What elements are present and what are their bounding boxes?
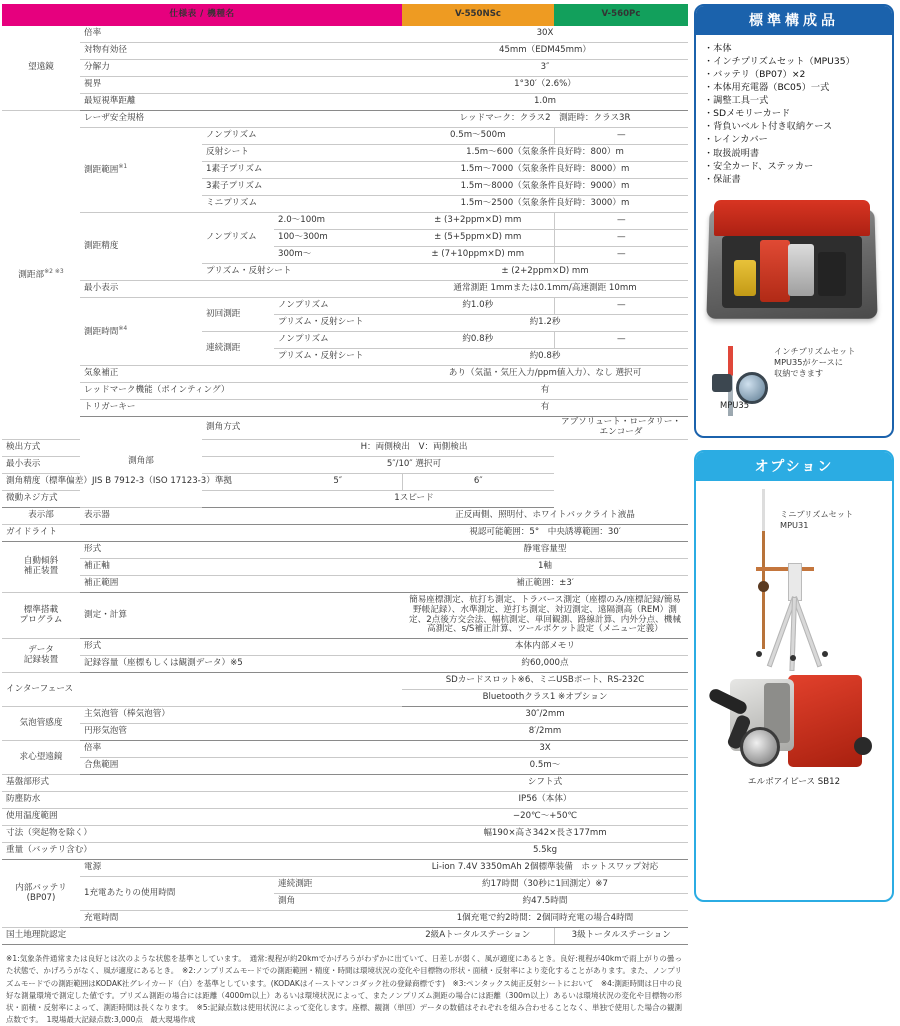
row-value: あり（気温・気圧入力/ppm値入力）、なし 選択可 (402, 366, 688, 383)
row-value: 約17時間（30秒に1回測定）※7 (402, 877, 688, 894)
row-label: 寸法（突起物を除く） (2, 826, 402, 843)
caption-line: MPU35がケースに (774, 356, 843, 367)
row-value: 1軸 (402, 558, 688, 575)
row-value-b: — (554, 128, 688, 145)
list-item: ・SDメモリーカード (704, 108, 791, 120)
group-accuracy: 測距精度 (80, 213, 202, 281)
table-row (2, 724, 688, 741)
specification-table (2, 4, 688, 945)
group-usetime: 1充電あたりの使用時間 (80, 877, 274, 911)
table-row (2, 928, 688, 945)
table-row (2, 741, 688, 758)
group-edm: 測距部$^{※2 ※3}$ (2, 111, 80, 440)
group-display: 表示部 (2, 507, 80, 524)
row-value: ± (2+2ppm×D) mm (402, 264, 688, 281)
row-value: −20℃〜+50℃ (402, 809, 688, 826)
row-label: 最小表示 (2, 456, 274, 473)
group-bubble: 気泡管感度 (2, 707, 80, 741)
row-value: 幅190×高さ342×長さ177mm (402, 826, 688, 843)
panel-standard-components (694, 4, 894, 438)
row-value-1: SDカードスロット※6、ミニUSBポート、RS-232C (402, 673, 688, 690)
group-range: 測距範囲$^{※1}$ (80, 128, 202, 213)
row-label: ノンプリズム (274, 332, 402, 349)
row-label: 円形気泡管 (80, 724, 402, 741)
row-label: レーザ安全規格 (80, 111, 402, 128)
row-value: 通常測距 1mmまたは0.1mm/高速測距 10mm (402, 281, 688, 298)
row-label: 1素子プリズム (202, 162, 402, 179)
row-value-a: 約1.0秒 (402, 298, 554, 315)
table-row (2, 673, 688, 690)
row-value: 3″ (402, 60, 688, 77)
row-value: H：両側検出 V：両側検出 (274, 439, 554, 456)
row-value: 補正範囲：±3′ (402, 575, 688, 592)
row-label: 表示器 (80, 507, 402, 524)
table-row (2, 592, 688, 639)
table-row (2, 639, 688, 656)
list-item: ・保証書 (704, 173, 741, 185)
row-label: 視界 (80, 77, 402, 94)
row-label: 倍率 (80, 741, 402, 758)
panel-option-title: オプション (696, 452, 892, 481)
header-spec-title: 仕様表 / 機種名 (2, 4, 402, 26)
row-value: 30″/2mm (402, 707, 688, 724)
row-value-b: — (554, 213, 688, 230)
table-row (2, 128, 688, 145)
row-value: 有 (402, 400, 688, 417)
row-label: 測角 (274, 894, 402, 911)
row-label: 国土地理院認定 (2, 928, 402, 945)
row-value: IP56（本体） (402, 792, 688, 809)
table-header-row (2, 4, 688, 26)
row-value-a: 0.5m〜500m (402, 128, 554, 145)
row-value-b: 6″ (402, 473, 554, 490)
carrying-case-image (700, 190, 888, 340)
group-time: 測距時間$^{※4}$ (80, 298, 202, 366)
row-value: アブソリュート・ロータリー・エンコーダ (554, 417, 688, 440)
row-value-a: ± (5+5ppm×D) mm (402, 230, 554, 247)
row-label: ガイドライト (2, 524, 402, 541)
table-row (2, 473, 688, 490)
row-label: 連続測距 (274, 877, 402, 894)
row-value: 静電容量型 (402, 541, 688, 558)
panel-option (694, 450, 894, 902)
list-item: ・レインカバー (704, 134, 768, 146)
row-value: 1.5m〜7000（気象条件良好時：8000）m (402, 162, 688, 179)
list-item: ・本体 (704, 43, 732, 54)
row-label: 3素子プリズム (202, 179, 402, 196)
table-row (2, 26, 688, 43)
row-label: 分解力 (80, 60, 402, 77)
row-label: 倍率 (80, 26, 402, 43)
row-value: 視認可能範囲：5° 中央誘導範囲：30′ (402, 524, 688, 541)
row-label: 最短視準距離 (80, 94, 402, 111)
row-label: 補正範囲 (80, 575, 402, 592)
row-label: 300m〜 (274, 247, 402, 264)
table-row (2, 558, 688, 575)
mini-prism-label-line: ミニプリズムセット (780, 509, 854, 519)
row-value: 簡易座標測定、杭打ち測定、トラバース測定（座標のみ/座標記録/簡易野帳記録）、水準測定、逆打ち測定、対辺測定、遠隔測高（REM）測定、2点後方交会法、幅杭測定、単回観測、路線計算、内外分点、機械高測定、s/S補正計算、ツールポケット設定（メニュー定義） (402, 592, 688, 639)
mini-prism-model: MPU31 (780, 520, 809, 531)
row-label: 電源 (80, 860, 402, 877)
row-value: 8′/2mm (402, 724, 688, 741)
row-label: 2.0〜100m (274, 213, 402, 230)
header-model-b: V-560Pc (554, 4, 688, 26)
mpu35-caption (774, 346, 892, 379)
table-row (2, 707, 688, 724)
table-row (2, 213, 688, 230)
row-value: 1スピード (274, 490, 554, 507)
header-model-a: V-550NSc (402, 4, 554, 26)
table-row (2, 843, 688, 860)
list-item: ・取扱説明書 (704, 147, 760, 159)
group-program: 標準搭載 プログラム (2, 592, 80, 639)
row-label: 記録容量（座標もしくは観測データ）※5 (80, 656, 402, 673)
table-row (2, 809, 688, 826)
list-item: ・バッテリ（BP07）×2 (704, 69, 806, 81)
elbow-eyepiece-caption: エルボアイピース SB12 (747, 777, 841, 787)
row-label: 使用温度範囲 (2, 809, 402, 826)
row-label: 微動ネジ方式 (2, 490, 274, 507)
row-label: 充電時間 (80, 911, 402, 928)
list-item: ・本体用充電器（BC05）一式 (704, 82, 830, 94)
row-value-b: — (554, 230, 688, 247)
row-value: 1個充電で約2時間：2個同時充電の場合4時間 (402, 911, 688, 928)
row-value: 5″/10″ 選択可 (274, 456, 554, 473)
row-value: 30X (402, 26, 688, 43)
group-battery: 内部バッテリ (BP07) (2, 860, 80, 928)
row-value-b: — (554, 332, 688, 349)
row-value: 1.0m (402, 94, 688, 111)
row-value-a: 約0.8秒 (402, 332, 554, 349)
row-value-b: — (554, 247, 688, 264)
row-label: 合焦範囲 (80, 758, 402, 775)
group-datarec: データ 記録装置 (2, 639, 80, 673)
table-row (2, 60, 688, 77)
group-time-cont: 連続測距 (202, 332, 274, 366)
row-value-a: 2級Aトータルステーション (402, 928, 554, 945)
row-label: 測角精度（標準偏差）JIS B 7912-3（ISO 17123-3）準拠 (2, 473, 274, 490)
table-row (2, 541, 688, 558)
caption-line: 収納できます (774, 367, 824, 378)
table-row (2, 860, 688, 877)
row-value: 45mm（EDM45mm） (402, 43, 688, 60)
list-item: ・安全カード、ステッカー (704, 160, 814, 172)
list-item: ・インチプリズムセット（MPU35） (704, 56, 855, 68)
table-row (2, 77, 688, 94)
table-row (2, 439, 688, 456)
row-label: ノンプリズム (202, 128, 402, 145)
row-label: 反射シート (202, 145, 402, 162)
row-value-a: ± (3+2ppm×D) mm (402, 213, 554, 230)
row-label: 重量（バッテリ含む） (2, 843, 402, 860)
table-row (2, 400, 688, 417)
standard-components-list (696, 35, 892, 188)
row-value-b: 3級トータルステーション (554, 928, 688, 945)
table-row (2, 524, 688, 541)
row-value: シフト式 (402, 775, 688, 792)
row-label: 補正軸 (80, 558, 402, 575)
table-row (2, 490, 688, 507)
row-label: 形式 (80, 639, 402, 656)
group-plummet: 求心望遠鏡 (2, 741, 80, 775)
table-row (2, 775, 688, 792)
group-time-first: 初回測距 (202, 298, 274, 332)
side-panels (690, 0, 900, 900)
row-label: インターフェース (2, 673, 402, 707)
panel-standard-title: 標準構成品 (696, 6, 892, 35)
row-value: レッドマーク：クラス2 測距時：クラス3R (402, 111, 688, 128)
footnotes-block: ※1:気象条件通常または良好とは次のような状態を基準としています。 通常:視程が約20kmでかげろうがわずかに出ていて、日差しが弱く、風が適度にあるとき。良好:視程が40kmで雨上がりの曇った状態で、かげろうがなく、風が適度にあるとき。 ※2:ノンプリズムモードでの測距範囲・精度・時間は環境状況の変化や目標物の形状・面積・反射率により変化することがあります。また、ノンプリズムモードでの測距範囲はKODAK社グレイカード（白）を基準としています。(KODAKはイーストマンコダック社の登録商標です) ※3:ペンタックス純正反射シートにおいて ※4:測距時間は日中の良好な測量環境で測定した値です。プリズム測距の場合には距離（4000m以上）あるいは環境状況によって、またノンプリズム測距の場合には距離（300m以上）あるいは環境状況の変化や目標物の形状・面積・反射率によって、測距時間は長くなります。 ※5:記録点数は使用状況によって変化します。座標、観測（単回）データの数値はそれぞれを組み合わせることなく、単独で使用した場合の観測点数です。 1現場最大記録点数:3,000点 最大現場作成 (6, 954, 682, 1024)
row-value: 0.5m〜 (402, 758, 688, 775)
table-row (2, 758, 688, 775)
group-telescope: 望遠鏡 (2, 26, 80, 111)
mini-prism-tripod-image (696, 485, 892, 661)
table-row (2, 281, 688, 298)
row-label: 主気泡管（棒気泡管） (80, 707, 402, 724)
row-label: 検出方式 (2, 439, 274, 456)
row-value: 正反両側、照明付、ホワイトバックライト液晶 (402, 507, 688, 524)
row-value-a: 5″ (274, 473, 402, 490)
table-row (2, 417, 688, 440)
row-value-a: ± (7+10ppm×D) mm (402, 247, 554, 264)
row-label: プリズム・反射シート (274, 315, 402, 332)
row-label: トリガーキー (80, 400, 402, 417)
table-row (2, 43, 688, 60)
row-value: 1.5m〜8000（気象条件良好時：9000）m (402, 179, 688, 196)
table-row (2, 575, 688, 592)
row-label: 測定・計算 (80, 592, 402, 639)
list-item: ・背負いベルト付き収納ケース (704, 121, 833, 133)
table-row (2, 877, 688, 894)
row-value: 約0.8秒 (402, 349, 688, 366)
row-value: 約47.5時間 (402, 894, 688, 911)
table-row (2, 366, 688, 383)
row-label: レッドマーク機能（ポインティング） (80, 383, 402, 400)
list-item: ・調整工具一式 (704, 95, 769, 107)
row-value: 1.5m〜2500（気象条件良好時：3000）m (402, 196, 688, 213)
row-value: 1.5m〜600（気象条件良好時：800）m (402, 145, 688, 162)
group-tilt: 自動傾斜 補正装置 (2, 541, 80, 592)
table-row (2, 383, 688, 400)
table-row (2, 94, 688, 111)
row-label: 基盤部形式 (2, 775, 402, 792)
row-value: 3X (402, 741, 688, 758)
table-row (2, 111, 688, 128)
row-value-2: Bluetoothクラス1 ※オプション (402, 690, 688, 707)
row-label: ミニプリズム (202, 196, 402, 213)
row-label: 対物有効径 (80, 43, 402, 60)
row-value: 有 (402, 383, 688, 400)
table-row (2, 911, 688, 928)
row-label: 防塵防水 (2, 792, 402, 809)
row-value: 約1.2秒 (402, 315, 688, 332)
table-row (2, 656, 688, 673)
row-value: Li-ion 7.4V 3350mAh 2個標準装備 ホットスワップ対応 (402, 860, 688, 877)
mpu35-label: MPU35 (720, 399, 750, 410)
row-value-b: — (554, 298, 688, 315)
group-angle: 測角部 (80, 417, 202, 508)
group-accuracy-nonprism: ノンプリズム (202, 213, 274, 264)
row-label: 最小表示 (80, 281, 402, 298)
row-value: 1°30′（2.6%） (402, 77, 688, 94)
row-label: プリズム・反射シート (202, 264, 402, 281)
row-label: ノンプリズム (274, 298, 402, 315)
row-label: 測角方式 (202, 417, 554, 440)
table-row (2, 507, 688, 524)
row-value: 5.5kg (402, 843, 688, 860)
row-value: 本体内部メモリ (402, 639, 688, 656)
row-label: 100〜300m (274, 230, 402, 247)
row-value: 約60,000点 (402, 656, 688, 673)
elbow-eyepiece-image (702, 665, 886, 773)
row-label: 形式 (80, 541, 402, 558)
caption-line: インチプリズムセット (774, 345, 856, 356)
table-row (2, 456, 688, 473)
row-label: 気象補正 (80, 366, 402, 383)
table-row (2, 298, 688, 315)
row-label: プリズム・反射シート (274, 349, 402, 366)
table-row (2, 792, 688, 809)
table-row (2, 826, 688, 843)
